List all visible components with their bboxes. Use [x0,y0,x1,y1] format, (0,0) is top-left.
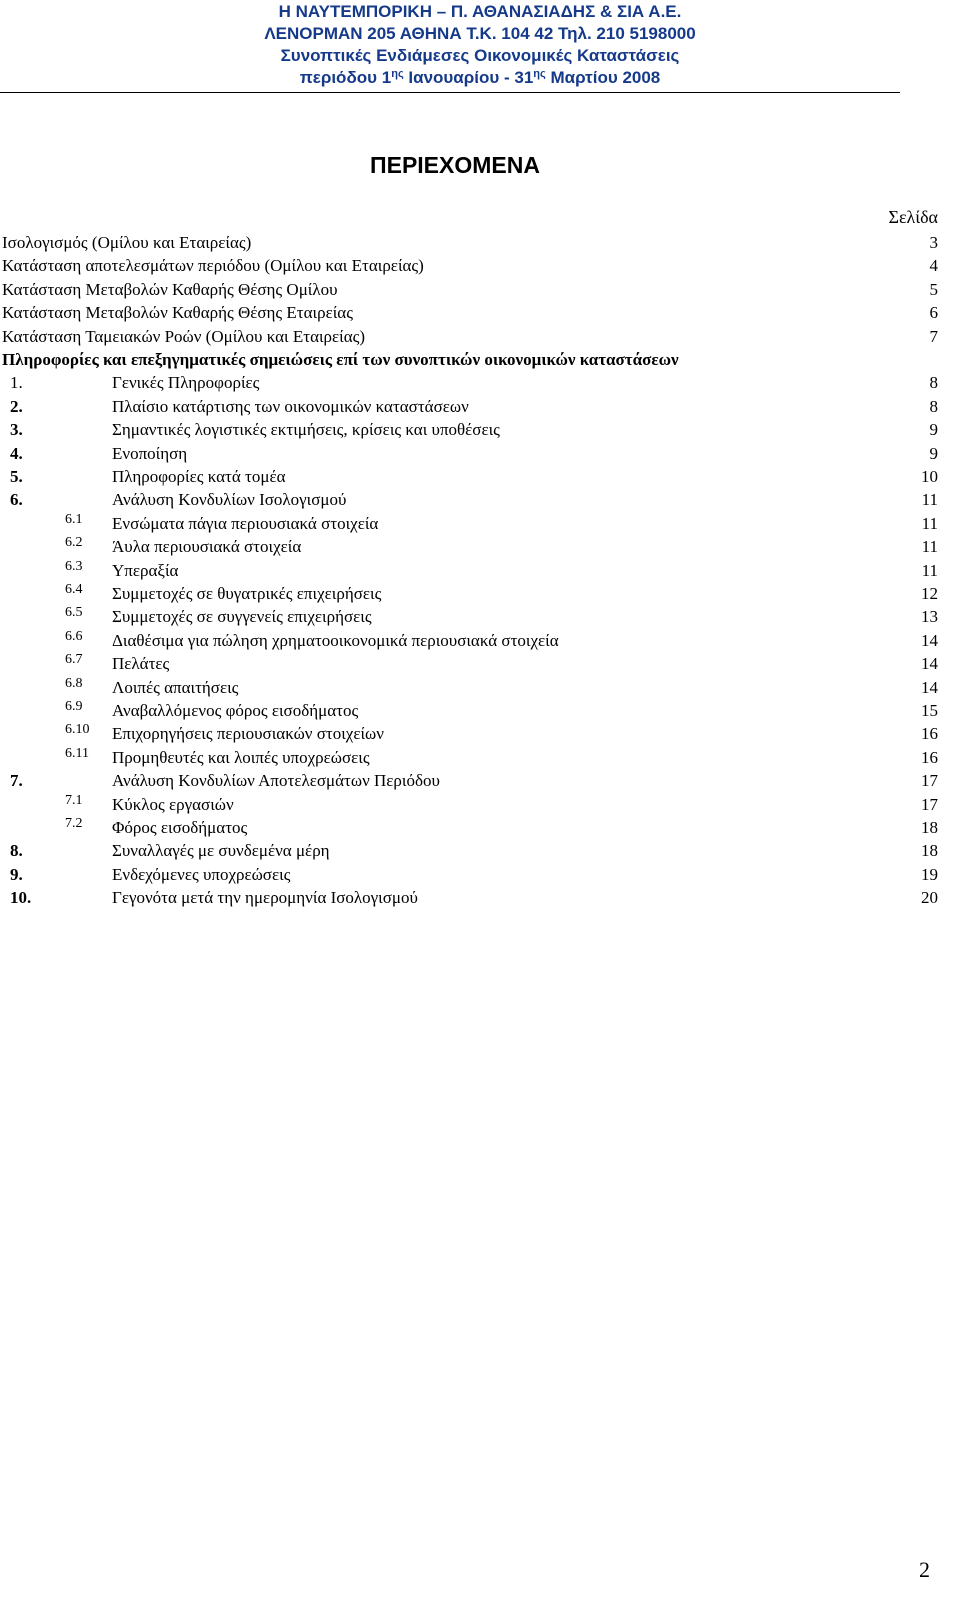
toc-entry-title: Πελάτες [112,654,170,674]
toc-entry[interactable] [0,629,960,652]
toc-entry-title: Υπεραξία [112,560,179,580]
toc-entry-number: 3. [10,420,23,440]
toc-entry-title: Συμμετοχές σε θυγατρικές επιχειρήσεις [112,584,382,603]
toc-entry[interactable] [0,395,960,418]
toc-entry-title: Ανάλυση Κονδυλίων Ισολογισμού [112,490,347,510]
toc-entry-number: 6.11 [65,745,89,761]
toc-entry-number: 5. [10,467,23,486]
toc-entry-page: 11 [921,513,938,533]
toc-entry-title: Ανάλυση Κονδυλίων Αποτελεσμάτων Περιόδου [112,771,440,791]
period-line: περιόδου $1^{\eta\varsigma}$ Ιανουαρίου - $31^{\eta\varsigma}$ Μαρτίου 2008 [299,68,661,87]
toc-entry-number: 7. [10,771,23,791]
toc-entry[interactable] [0,676,960,699]
toc-entry-page: 14 [921,630,938,650]
toc-entry[interactable] [0,699,960,722]
toc-entry-page: 6 [929,303,938,323]
toc-entry-page: 15 [921,701,938,720]
toc-entry-title: Άυλα περιουσιακά στοιχεία [112,537,302,557]
toc-entry-number: 7.1 [65,792,83,808]
toc-entry[interactable] [0,582,960,605]
toc-entry-page: 20 [921,888,938,908]
header-rule [0,92,900,93]
toc-entry-page: 8 [929,373,938,393]
toc-entry[interactable] [0,254,960,277]
toc-entry[interactable] [0,512,960,535]
toc-entry-number: 2. [10,396,23,416]
toc-entry[interactable] [0,488,960,511]
toc-entry-number: 6.8 [65,675,83,691]
toc-entry[interactable] [0,465,960,488]
toc-entry-title: Πληροφορίες κατά τομέα [112,467,286,486]
toc-entry-title: Φόρος εισοδήματος [112,818,248,837]
toc-entry[interactable] [0,559,960,582]
toc-entry-page: 8 [929,396,938,416]
toc-entry[interactable] [0,886,960,909]
toc-entry-number: 6.7 [65,652,83,668]
toc-entry[interactable] [0,418,960,441]
toc-entry[interactable] [0,231,960,254]
toc-entry[interactable] [0,605,960,628]
toc-entry[interactable] [0,839,960,862]
toc-entry-title: Αναβαλλόμενος φόρος εισοδήματος [112,701,359,720]
toc-entry-page: 4 [929,256,938,276]
toc-entry-page: 11 [921,537,938,557]
toc-entry-number: 6.3 [65,558,83,574]
toc-entry-title: Συμμετοχές σε συγγενείς επιχειρήσεις [112,607,372,627]
contents-title: ΠΕΡΙΕΧΟΜΕΝΑ [370,152,540,178]
toc-entry[interactable] [0,278,960,301]
toc-entry-title: Κατάσταση αποτελεσμάτων περιόδου (Ομίλου και Εταιρείας) [2,256,424,276]
toc-entry-title: Ενσώματα πάγια περιουσιακά στοιχεία [112,513,379,533]
toc-entry[interactable] [0,863,960,886]
toc-entry-number: 7.2 [65,816,83,831]
toc-entry-title: Λοιπές απαιτήσεις [112,677,239,697]
toc-entry-page: 13 [921,607,938,627]
toc-entry-number: 6. [10,490,23,510]
toc-entry-title: Πλαίσιο κατάρτισης των οικονομικών καταστάσεων [112,396,469,416]
toc-entry-page: 10 [921,467,938,486]
toc-entry-number: 6.9 [65,699,83,714]
toc-entry-number: 8. [10,841,23,861]
toc-entry-title: Γεγονότα μετά την ημερομηνία Ισολογισμού [112,888,418,908]
toc-entry-page: 11 [921,560,938,580]
toc-entry-page: 11 [921,490,938,510]
statement-title: Συνοπτικές Ενδιάμεσες Οικονομικές Καταστάσεις [280,46,680,65]
company-name: Η ΝΑΥΤΕΜΠΟΡΙΚΗ – Π. ΑΘΑΝΑΣΙΑΔΗΣ & ΣΙΑ Α.Ε. [278,2,682,21]
toc-entry[interactable] [0,746,960,769]
toc-entry-page: 12 [921,584,938,603]
toc-entry-page: 9 [929,420,938,440]
toc-entry-number: 4. [10,443,23,463]
toc-entry-title: Πληροφορίες και επεξηγηματικές σημειώσεις επί των συνοπτικών οικονομικών καταστάσεων [2,350,679,369]
toc-entry-page: 3 [929,233,938,252]
toc-entry[interactable] [0,652,960,675]
toc-entry-number: 10. [10,888,32,908]
toc-entry[interactable] [0,722,960,745]
toc-entry-number: 9. [10,864,23,884]
toc-entry[interactable] [0,348,960,371]
toc-entry-title: Κατάσταση Ταμειακών Ροών (Ομίλου και Εταιρείας) [2,326,366,346]
toc-entry-title: Διαθέσιμα για πώληση χρηματοοικονομικά περιουσιακά στοιχεία [112,630,559,650]
toc-entry-number: 6.4 [65,582,83,597]
toc-entry[interactable] [0,325,960,348]
footer-page-number: 2 [919,1557,930,1582]
toc-entry[interactable] [0,371,960,394]
toc-entry-page: 17 [921,794,938,814]
toc-entry[interactable] [0,442,960,465]
toc-entry-page: 16 [921,747,938,767]
company-address: ΛΕΝΟΡΜΑΝ 205 ΑΘΗΝΑ Τ.Κ. 104 42 Τηλ. 210 5198000 [264,24,696,43]
toc-entry[interactable] [0,535,960,558]
toc-entry-page: 14 [921,654,938,674]
toc-entry-page: 7 [929,326,938,346]
toc-entry-page: 16 [921,724,938,744]
toc-entry-page: 19 [921,864,938,884]
toc-entry-title: Ενδεχόμενες υποχρεώσεις [112,864,291,884]
toc-entry-page: 14 [921,677,938,697]
toc-entry-title: Προμηθευτές και λοιπές υποχρεώσεις [112,747,370,767]
toc-entry-title: Ενοποίηση [112,443,188,463]
toc-entry[interactable] [0,793,960,816]
toc-entry-number: 1. [10,373,23,393]
toc-entry-page: 9 [929,443,938,463]
toc-entry-page: 5 [929,279,938,299]
toc-entry-title: Επιχορηγήσεις περιουσιακών στοιχείων [112,724,384,744]
toc-entry-title: Κύκλος εργασιών [112,794,234,814]
toc-entry-page: 18 [921,818,938,837]
toc-entry-title: Κατάσταση Μεταβολών Καθαρής Θέσης Ομίλου [2,279,338,299]
toc-entry-number: 6.5 [65,605,83,621]
toc-entry[interactable] [0,769,960,792]
toc-entry-title: Σημαντικές λογιστικές εκτιμήσεις, κρίσεις και υποθέσεις [112,420,500,440]
toc-entry-number: 6.10 [65,722,90,738]
page-column-label: Σελίδα [888,207,938,227]
toc-entry[interactable] [0,301,960,324]
toc-entry-title: Συναλλαγές με συνδεμένα μέρη [112,841,330,861]
toc-entry-title: Γενικές Πληροφορίες [112,373,260,393]
toc-entry-title: Ισολογισμός (Ομίλου και Εταιρείας) [2,233,252,252]
toc-entry[interactable] [0,816,960,839]
toc-entry-number: 6.2 [65,535,83,551]
toc-entry-number: 6.6 [65,628,83,644]
toc-entry-page: 18 [921,841,938,861]
toc-entry-title: Κατάσταση Μεταβολών Καθαρής Θέσης Εταιρείας [2,303,353,323]
toc-entry-page: 17 [921,771,938,791]
toc-entry-number: 6.1 [65,511,83,527]
